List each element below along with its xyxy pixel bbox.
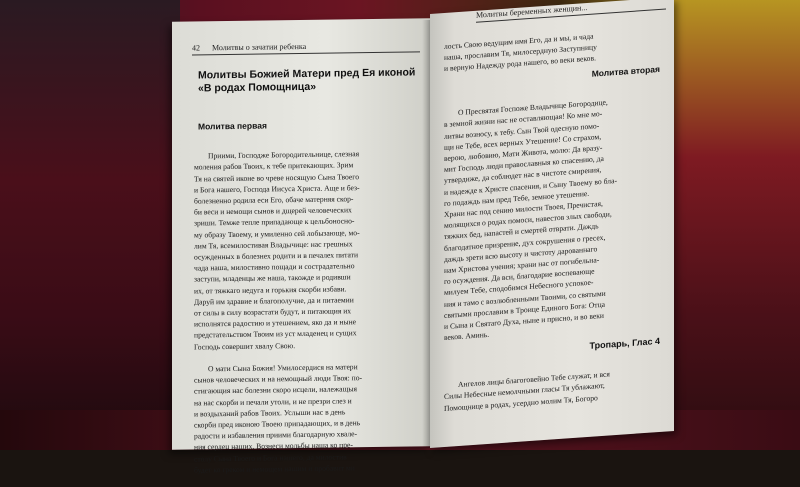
book-left-page xyxy=(172,18,430,475)
background-fabric-left xyxy=(0,0,180,450)
troparion-text xyxy=(444,354,660,425)
prayer-one-paragraph-two: О мати Сына Божия! Умилосердися на матери сынов человеческих и на немощный люди Твоя: по- стигающия нас болезни скоро исцели, належащыя на нас скорби и печали утоли, и не презри слез и и воздыханий рабов Твоих. Услыши нас в день скорби пред иконою Твоею припадающих, и в день радости и избавления приими благодарную хвале- ния сердец наших. Вознеси мольбы наша ко пре- столу Сына Твоего и Бога нашего, да милостив будет ко греком и немощем нашим и пробавит ми xyxy=(194,362,363,475)
prayer-two-heading: Молитва вторая xyxy=(591,63,660,79)
left-running-head xyxy=(192,40,420,55)
left-running-head-text: Молитвы о зачатии ребенка xyxy=(212,41,307,53)
prayer-one-paragraph: Приими, Господже Богородительнице, слезная моления рабов Твоих, к тебе притекающих. Зрим Тя на святей иконе во чреве носящую Сына Твоего и Бога нашего, Господа Иисуса Христа. Аще и без- болезненно родила еси Его, обаче матерняя скор- би веси и немощи сынов и дщерей человеческих зриши. Темже тепле припадающе к цельбоносно- му образу Твоему, и умиленно сей лобызающе, мо- лим Тя, всемилостивая Владычице: нас грешных осужденных в болезнех родити и в печалех питати чада наша, милостивно пощади и сострадательно заступи, младенцы же наша, такожде и родивши их, от тяжкаго недуга и горькия скорби избави. Даруй им здравие и благополучие, да и питаемии от силы в силу возрастати будут, и питающия их исполнятся радостию и утешением, яко да и ныне предстательством Твоим из уст младенец и сущих Господь совершит хвалу Свою. xyxy=(194,149,360,352)
left-body-text xyxy=(194,136,422,486)
prayer-two-paragraph: О Пресвятая Госпоже Владычице Богородице, в земной жизни нас не оставляющая! Ко мне мо- литвы возносу, к тебу. Сын Твой одесную помо- щи не Тебе, всех верных Утешение! Со страхом, верою, любовию, Мати Живота, молю: Да вразу- мит Господь люди православныя ко спасению, да утвердиже, да соблюдет нас в чистоте смирения, и надежде к Христе спасения, и Сыну Твоему во бла- го подаждь нам пред Тебе, земное утешение. Храни нас под сению милости Твоея, Пречистая, молящихся о родах помоси, навестов злых свободи, тяжких бед, напастей и смертей отврати. Даждь благодатное призрение, дух сокрушения о гресех, даждь зрети всю высоту и чистоту дарованнаго нам Христова учения; храни нас от погибельна- го осуждения. Да вси, благодарие воспевающе милуем Тебе, сподобимся Небесного успокое- ния и тамо с возлюбленными Твоими, со святыми святыми прославим в Троице Единого Бога: Отца и Сына и Святаго Духа, ныне и присно, и во веки веков. Аминь. xyxy=(444,97,617,343)
troparion-heading: Тропарь, Глас 4 xyxy=(589,335,660,351)
left-page-number: 42 xyxy=(192,43,200,53)
prayer-one-heading: Молитва первая xyxy=(198,120,267,132)
book-right-page xyxy=(430,0,674,448)
right-running-head: Молитвы беременных женщин... xyxy=(476,0,666,23)
troparion-paragraph: Ангелов лицы благоговейно Тебе служат, и вся Силы Небесные немолчными гласы Тя ублажают, Помощнице в родах, усердно молим Тя, Богоро xyxy=(444,369,610,413)
right-body-text xyxy=(444,82,660,355)
left-page-title: Молитвы Божией Матери пред Ея иконой «В родах Помощница» xyxy=(198,66,416,95)
right-top-text: лость Свою ведущим имя Его, да и мы, и чада наша, прославим Тя, милосердную Заступницу и верную Надежду рода нашего, во веки веков. xyxy=(444,31,597,74)
